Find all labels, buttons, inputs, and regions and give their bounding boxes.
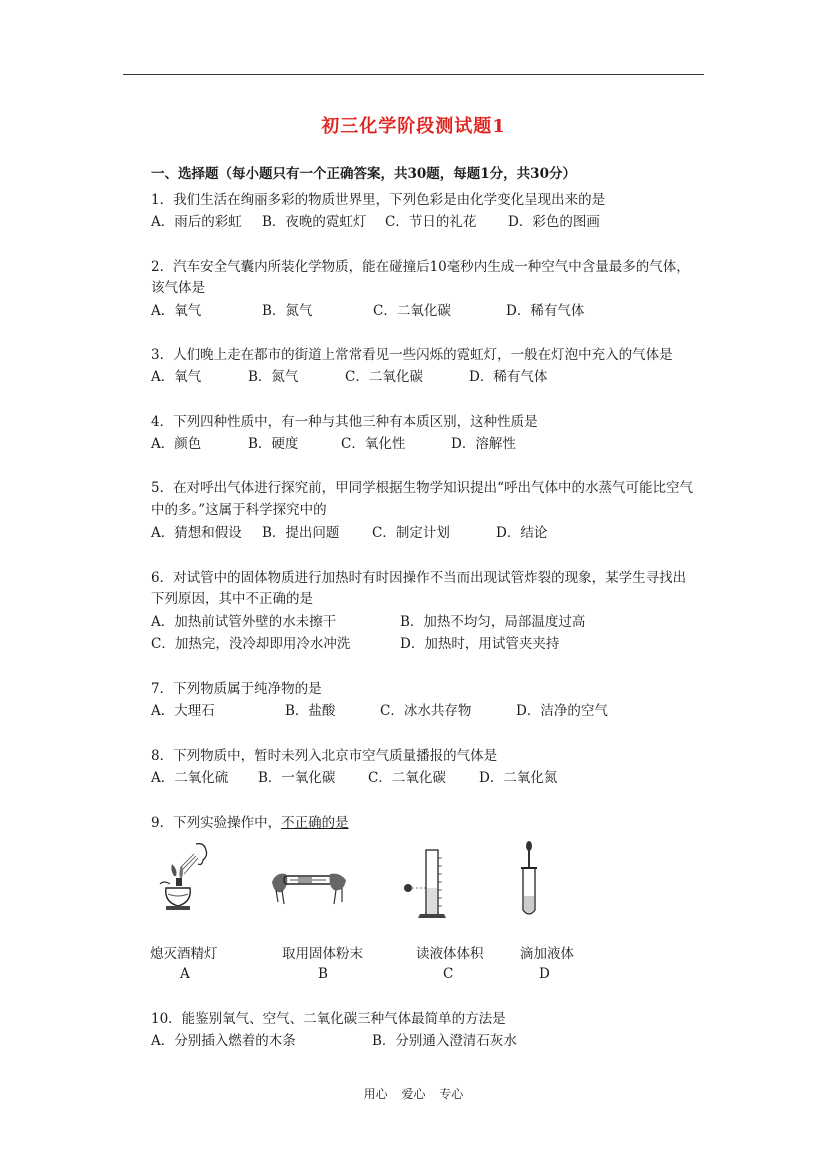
powder-tube-figure [268,862,350,918]
q6-stem-line2: 下列原因，其中不正确的是 [151,591,313,607]
q9-figures [150,840,600,920]
q4-stem: 4．下列四种性质中，有一种与其他三种有本质区别，这种性质是 [151,414,538,430]
q6-option-c: C．加热完，没冷却即用冷水冲洗 [151,636,351,652]
q7-option-d: D．洁净的空气 [516,703,608,719]
q9-letter-c: C [443,966,454,982]
q7-option-a: A．大理石 [151,703,215,719]
q8-stem: 8．下列物质中，暂时未列入北京市空气质量播报的气体是 [151,748,498,764]
graduated-cylinder-figure [402,846,456,922]
page-footer: 用心 爱心 专心 [363,1087,464,1101]
q9-caption-b: 取用固体粉末 [282,946,363,962]
q3-option-a: A．氧气 [151,369,202,385]
q8-option-a: A．二氧化硫 [151,770,229,786]
q4-option-c: C．氧化性 [341,436,406,452]
q1-option-c: C．节日的礼花 [385,214,477,230]
q10-option-a: A．分别插入燃着的木条 [151,1033,296,1049]
q6-stem-line1: 6．对试管中的固体物质进行加热时有时因操作不当而出现试管炸裂的现象，某学生寻找出 [151,570,687,586]
q5-option-b: B．提出问题 [262,525,340,541]
q3-option-c: C．二氧化碳 [345,369,423,385]
q4-option-b: B．硬度 [248,436,299,452]
q2-option-c: C．二氧化碳 [373,303,451,319]
q10-stem: 10．能鉴别氧气、空气、二氧化碳三种气体最简单的方法是 [151,1011,506,1027]
q8-option-d: D．二氧化氮 [479,770,558,786]
q9-caption-c: 读液体体积 [416,946,484,962]
q8-option-b: B．一氧化碳 [258,770,336,786]
q4-option-d: D．溶解性 [451,436,516,452]
q9-stem-prefix: 9．下列实验操作中， [151,815,282,831]
q1-option-d: D．彩色的图画 [508,214,600,230]
q1-option-a: A．雨后的彩虹 [151,214,242,230]
q5-option-c: C．制定计划 [372,525,450,541]
q10-option-b: B．分别通入澄清石灰水 [372,1033,517,1049]
q8-option-c: C．二氧化碳 [368,770,446,786]
q7-option-c: C．冰水共存物 [380,703,472,719]
q6-option-d: D．加热时，用试管夹夹持 [400,636,560,652]
q2-option-a: A．氧气 [151,303,202,319]
q1-option-b: B．夜晚的霓虹灯 [262,214,367,230]
q3-option-d: D．稀有气体 [469,369,548,385]
q5-option-d: D．结论 [496,525,548,541]
q2-option-d: D．稀有气体 [506,303,585,319]
q9-letter-d: D [539,966,550,982]
q7-option-b: B．盐酸 [285,703,336,719]
q2-stem-line2: 该气体是 [151,280,205,296]
q3-option-b: B．氮气 [248,369,299,385]
alcohol-lamp-figure [158,840,218,920]
q9-caption-a: 熄灭酒精灯 [150,946,218,962]
section-heading: 一、选择题（每小题只有一个正确答案，共30题，每题1分，共30分） [151,166,576,182]
header-rule [123,74,704,75]
q9-stem-underlined: 不正确的是 [281,815,349,831]
q2-stem-line1: 2．汽车安全气囊内所装化学物质，能在碰撞后10毫秒内生成一种空气中含量最多的气体， [151,259,690,275]
q5-option-a: A．猜想和假设 [151,525,242,541]
dropper-tube-figure [514,840,544,920]
q5-stem-line2: 中的多。”这属于科学探究中的 [151,502,327,518]
q9-caption-d: 滴加液体 [520,946,574,962]
q9-letter-a: A [180,966,190,982]
q2-option-b: B．氮气 [262,303,313,319]
q6-option-a: A．加热前试管外壁的水未擦干 [151,614,337,630]
q5-stem-line1: 5．在对呼出气体进行探究前，甲同学根据生物学知识提出“呼出气体中的水蒸气可能比空气 [151,480,693,496]
q9-letter-b: B [318,966,328,982]
page-title: 初三化学阶段测试题1 [321,116,506,137]
q7-stem: 7．下列物质属于纯净物的是 [151,681,322,697]
q1-stem: 1．我们生活在绚丽多彩的物质世界里，下列色彩是由化学变化呈现出来的是 [151,192,606,208]
q3-stem: 3．人们晚上走在都市的街道上常常看见一些闪烁的霓虹灯，一般在灯泡中充入的气体是 [151,347,673,363]
q9-stem [151,814,349,832]
q6-option-b: B．加热不均匀，局部温度过高 [400,614,586,630]
q4-option-a: A．颜色 [151,436,202,452]
